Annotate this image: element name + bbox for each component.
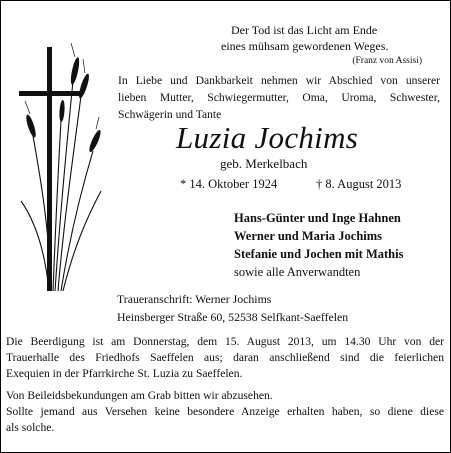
notice-line: Trauerhalle des Friedhofs Saeffelen aus; daran anschließend sind die feierlichen [6,351,444,364]
intro-line-1: In Liebe und Dankbarkeit nehmen wir Abschied von unserer [118,74,440,87]
family-line: Werner und Maria Jochims [234,229,383,243]
family-line: Stefanie und Jochen mit Mathis [234,247,404,261]
birth-date: * 14. Oktober 1924 [180,177,278,191]
quote-line-2: eines mühsam gewordenen Weges. [221,39,389,53]
notice-line: Exequien in der Pfarrkirche St. Luzia zu Saeffelen. [6,367,243,380]
cross-with-wheat-ears-icon [15,41,107,291]
quote-source: (Franz von Assisi) [352,56,422,66]
maiden-name: geb. Merkelbach [220,156,308,171]
deceased-name: Luzia Jochims [176,120,359,155]
family-line: sowie alle Anverwandten [234,265,361,279]
quote-line-1: Der Tod ist das Licht am Ende [231,23,378,37]
death-date: † 8. August 2013 [316,177,402,191]
mourning-address: Heinsberger Straße 60, 52538 Selfkant-Saeffelen [117,310,349,324]
notice-line: Von Beileidsbekundungen am Grab bitten wir abzusehen. [6,389,273,402]
notice-line: als solche. [6,421,55,434]
mourning-address-label: Traueranschrift: Werner Jochims [117,292,272,306]
notice-line: Sollte jemand aus Versehen keine besondere Anzeige erhalten haben, so diene diese [6,405,444,418]
family-line: Hans-Günter und Inge Hahnen [234,211,401,225]
notice-line: Die Beerdigung ist am Donnerstag, dem 15. August 2013, um 14.30 Uhr von der [6,335,444,348]
intro-line-3: Schwägerin und Tante [118,108,222,121]
intro-line-2: lieben Mutter, Schwiegermutter, Oma, Uroma, Schwester, [118,91,440,104]
